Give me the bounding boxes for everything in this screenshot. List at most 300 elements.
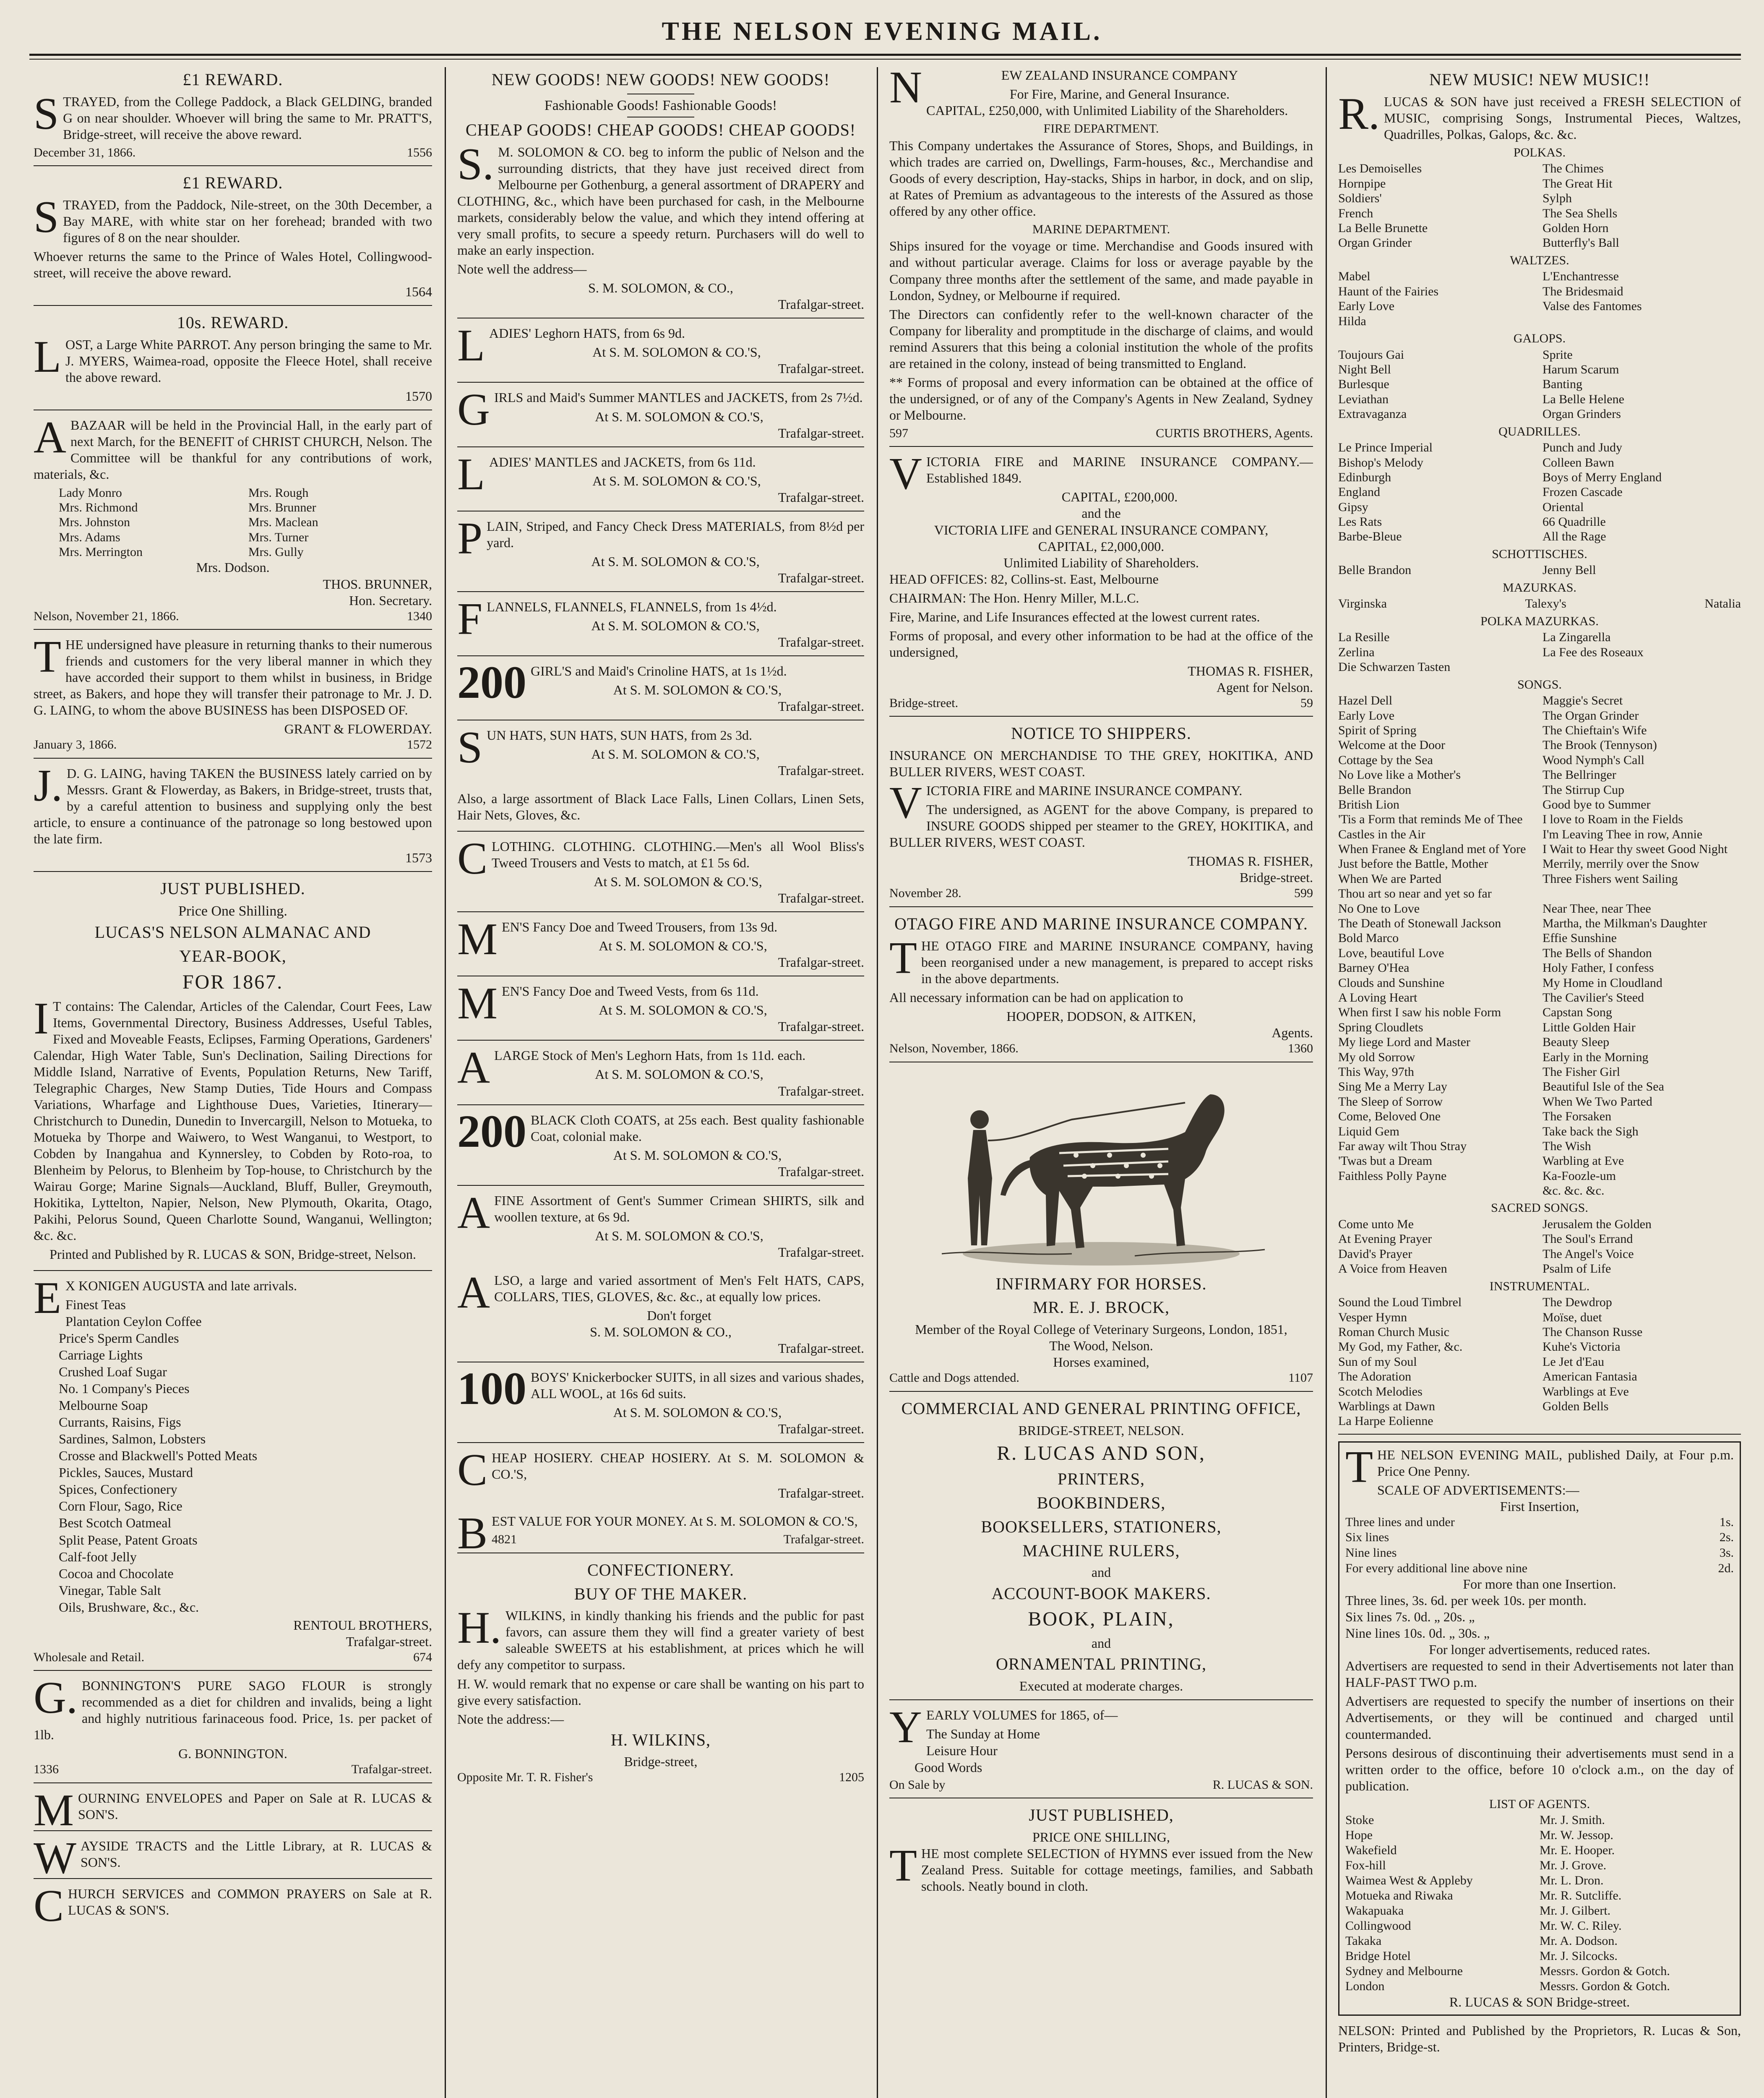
ad-signer: S. M. SOLOMON & CO.,	[590, 1324, 732, 1339]
music-title-list	[1338, 630, 1741, 674]
ad-number: 1107	[1288, 1371, 1313, 1385]
reward-notice-parrot	[34, 313, 432, 410]
list-item: Sardines, Salmon, Lobsters	[59, 1431, 206, 1447]
ad-body: All necessary information can be had on application to	[889, 989, 1183, 1005]
ad-body: J.D. G. LAING, having TAKEN the BUSINESS lately carried on by Messrs. Grant & Flowerday, as Bakers, in Bridge-street, trusts that, by a careful attention to business and supplying only the best article, to ensure a continuance of the patronage so long bestowed upon the late firm.	[34, 760, 432, 847]
ad-office: HEAD OFFICES: 82, Collins-st. East, Melbourne	[889, 571, 1159, 587]
music-title: The Soul's Errand	[1543, 1232, 1633, 1246]
music-title: Early in the Morning	[1543, 1050, 1649, 1064]
agents-heading: LIST OF AGENTS.	[1489, 1797, 1590, 1811]
list-item: Crushed Loaf Sugar	[59, 1364, 167, 1380]
ad-title: £1 REWARD.	[182, 70, 283, 89]
reward-notice-mare	[34, 173, 432, 306]
music-title: The Cavilier's Steed	[1543, 991, 1644, 1005]
music-title: Wood Nymph's Call	[1543, 753, 1644, 767]
ad-note: On Sale by	[889, 1777, 946, 1792]
ad-service: ACCOUNT-BOOK MAKERS.	[991, 1584, 1211, 1603]
scale-note: Persons desirous of discontinuing their advertisements must send in a written order to the office, before 10 o'clock a.m., on the day of publication.	[1345, 1745, 1734, 1793]
ad-note: Unlimited Liability of Shareholders.	[1003, 555, 1199, 570]
list-item: Split Pease, Patent Groats	[59, 1532, 198, 1547]
music-title: Virginska	[1338, 597, 1387, 611]
ad-address: Trafalgar-street.	[351, 1762, 432, 1777]
hymns-notice	[889, 1805, 1313, 1902]
music-title: A Loving Heart	[1338, 991, 1417, 1005]
music-title: David's Prayer	[1338, 1247, 1412, 1261]
music-title: Maggie's Secret	[1543, 694, 1623, 708]
solomon-item-notice	[457, 513, 864, 592]
music-title: Sound the Loud Timbrel	[1338, 1295, 1462, 1310]
ad-body: CHEAP HOSIERY. CHEAP HOSIERY. At S. M. SOLOMON & CO.'S,	[457, 1445, 864, 1495]
music-title: England	[1338, 485, 1380, 499]
ad-subtitle: BUY OF THE MAKER.	[574, 1584, 748, 1603]
music-title: The Chieftain's Wife	[1543, 723, 1647, 737]
ad-title: NEW ZEALAND INSURANCE COMPANY	[889, 67, 1238, 112]
music-title: Belle Brandon	[1338, 783, 1412, 797]
agent-place: London	[1345, 1979, 1385, 1994]
music-title: Valse des Fantomes	[1543, 299, 1642, 313]
music-section-heading: SCHOTTISCHES.	[1492, 547, 1587, 561]
ad-address: At S. M. SOLOMON & CO.'S,	[613, 682, 782, 697]
ad-number: 1205	[839, 1770, 864, 1785]
wayside-tracts-notice	[34, 1833, 432, 1884]
evening-mail-advert-scale	[1338, 1441, 1741, 2016]
ad-price: Price One Shilling.	[178, 903, 287, 919]
church-services-notice	[34, 1881, 432, 1931]
music-title: La Resille	[1338, 630, 1390, 645]
music-title: Moïse, duet	[1543, 1310, 1602, 1324]
ad-title: OTAGO FIRE AND MARINE INSURANCE COMPANY.	[894, 914, 1308, 934]
solomon-item-notice	[457, 834, 864, 912]
music-title: Hornpipe	[1338, 176, 1386, 190]
ad-signer-role: Agents.	[1272, 1025, 1313, 1040]
section-heading: MARINE DEPARTMENT.	[1032, 222, 1170, 236]
ad-footer	[889, 1370, 1313, 1386]
scale-subheading: For more than one Insertion.	[1463, 1576, 1616, 1592]
column-3	[889, 67, 1313, 2098]
ad-body: LOST, a Large White PARROT. Any person bringing the same to Mr. J. MYERS, Waimea-road, opposite the Fleece Hotel, shall receive the above reward.	[34, 332, 432, 385]
ad-address: At S. M. SOLOMON & CO.'S,	[613, 1405, 782, 1420]
masthead: THE NELSON EVENING MAIL.	[662, 17, 1102, 46]
solomon-item-notice	[457, 321, 864, 383]
list-item: Crosse and Blackwell's Potted Meats	[59, 1448, 258, 1464]
music-title: The Angel's Voice	[1543, 1247, 1634, 1261]
ad-date: Nelson, November 21, 1866.	[34, 609, 179, 623]
column-rule	[1326, 67, 1327, 2098]
music-title: La Harpe Eolienne	[1338, 1414, 1433, 1428]
ad-number: 674	[413, 1650, 432, 1664]
new-music-notice	[1338, 70, 1741, 1435]
agent-name: Mr. W. Jessop.	[1540, 1828, 1613, 1842]
music-title: When first I saw his noble Form	[1338, 1005, 1501, 1020]
ad-number: 597	[889, 426, 908, 440]
music-title: Les Rats	[1338, 515, 1382, 529]
music-title: 'Twas but a Dream	[1338, 1154, 1433, 1168]
agent-name: Mr. A. Dodson.	[1540, 1934, 1618, 1948]
ad-body: H. W. would remark that no expense or care shall be wanting on his part to give every satisfaction.	[457, 1676, 864, 1708]
ad-body: Fire, Marine, and Life Insurances effected at the lowest current rates.	[889, 609, 1260, 624]
agent-name: Mr. E. Hooper.	[1540, 1843, 1615, 1858]
ad-address: Trafalgar-street.	[778, 1340, 864, 1356]
ad-address: At S. M. SOLOMON & CO.'S,	[591, 618, 760, 633]
music-title: Edinburgh	[1338, 470, 1391, 484]
laing-notice	[34, 760, 432, 872]
music-title: La Belle Helene	[1543, 392, 1624, 406]
agent-name: Mr. J. Gilbert.	[1540, 1904, 1611, 1918]
ad-signer: GRANT & FLOWERDAY.	[284, 721, 432, 737]
ad-footer	[889, 886, 1313, 901]
list-item: Good Words	[915, 1759, 982, 1775]
ad-body: MOURNING ENVELOPES and Paper on Sale at R. LUCAS & SON'S.	[34, 1785, 432, 1836]
list-item: Vinegar, Table Salt	[59, 1582, 161, 1598]
music-title: The Great Hit	[1543, 176, 1613, 190]
ad-number: 1572	[407, 738, 432, 752]
agent-place: Collingwood	[1345, 1919, 1411, 1933]
ad-signer-role: Hon. Secretary.	[349, 592, 432, 608]
music-title: Come unto Me	[1338, 1217, 1414, 1232]
music-title: Oriental	[1543, 500, 1584, 514]
music-title: Castles in the Air	[1338, 827, 1425, 841]
ad-address: Trafalgar-street.	[778, 489, 864, 505]
ad-address: At S. M. SOLOMON & CO.'S,	[592, 344, 761, 360]
music-title: La Fee des Roseaux	[1543, 645, 1644, 659]
ad-firm: R. LUCAS AND SON,	[997, 1442, 1206, 1464]
agent-place: Takaka	[1345, 1934, 1382, 1948]
ad-number: 4821	[492, 1532, 517, 1547]
solomon-also-notice	[457, 791, 864, 832]
music-title: Bold Marco	[1338, 931, 1399, 945]
ad-address: Trafalgar-street.	[778, 1083, 864, 1099]
music-title: Come, Beloved One	[1338, 1109, 1441, 1124]
ad-connector: and	[1091, 1565, 1111, 1580]
ad-body: Forms of proposal, and every other information to be had at the office of the undersigned,	[889, 628, 1313, 660]
music-title: Banting	[1543, 377, 1582, 391]
ad-title: YEARLY VOLUMES for 1865, of—	[889, 1702, 1118, 1752]
music-title: La Belle Brunette	[1338, 221, 1428, 235]
agent-place: Sydney and Melbourne	[1345, 1964, 1463, 1978]
ad-service: BOOKSELLERS, STATIONERS,	[981, 1517, 1222, 1536]
music-section-heading: POLKAS.	[1513, 145, 1566, 159]
solomon-item-notice	[457, 722, 864, 784]
agent-place: Fox-hill	[1345, 1858, 1386, 1873]
committee-member: Mrs. Dodson.	[196, 560, 270, 575]
agent-place: Wakapuaka	[1345, 1904, 1404, 1918]
agent-name: Messrs. Gordon & Gotch.	[1540, 1964, 1670, 1978]
ad-connector: and	[1091, 1635, 1111, 1651]
agent-name: Mr. L. Dron.	[1540, 1874, 1604, 1888]
music-title-list	[1338, 440, 1741, 544]
music-title: Boys of Merry England	[1543, 470, 1662, 484]
scale-price: 3s.	[1719, 1546, 1734, 1560]
music-section-heading: INSTRUMENTAL.	[1489, 1279, 1590, 1293]
music-title: All the Rage	[1543, 530, 1606, 544]
ad-title: FOR 1867.	[182, 971, 284, 993]
ad-title: YEAR-BOOK,	[179, 947, 287, 966]
ad-body: AFINE Assortment of Gent's Summer Crimean SHIRTS, silk and woollen texture, at 6s 9d.	[457, 1187, 864, 1238]
solomon-item-notice	[457, 449, 864, 511]
ad-capital: CAPITAL, £200,000.	[1061, 489, 1178, 505]
ad-address: BRIDGE-STREET, NELSON.	[1018, 1422, 1184, 1438]
music-title: The Adoration	[1338, 1370, 1412, 1384]
ad-footer	[457, 1770, 864, 1785]
ad-chairman: CHAIRMAN: The Hon. Henry Miller, M.L.C.	[889, 590, 1139, 605]
music-title-list	[1338, 1295, 1741, 1429]
ad-signer: THOMAS R. FISHER,	[1188, 663, 1313, 678]
item-quantity: 200	[457, 1105, 526, 1157]
music-title: No One to Love	[1338, 901, 1420, 916]
scale-row	[1345, 1515, 1734, 1530]
ad-address: At S. M. SOLOMON & CO.'S,	[591, 553, 760, 569]
ad-address: Trafalgar-street.	[778, 1421, 864, 1437]
victoria-insurance-notice	[889, 449, 1313, 717]
ad-address: At S. M. SOLOMON & CO.'S,	[599, 938, 767, 954]
committee-member: Mrs. Brunner	[248, 500, 316, 514]
ad-address: Trafalgar-street.	[778, 1485, 864, 1501]
ad-address: Trafalgar-street.	[346, 1634, 432, 1649]
ad-signer: H. WILKINS,	[610, 1730, 711, 1749]
music-title: Soldiers'	[1338, 191, 1382, 206]
music-row	[1338, 596, 1741, 611]
ad-signer: CURTIS BROTHERS, Agents.	[1156, 426, 1313, 440]
ad-body: GIRLS and Maid's Summer MANTLES and JACKETS, from 2s 7½d.	[457, 385, 863, 435]
music-title: The Brook (Tennyson)	[1543, 738, 1657, 752]
music-title: Effie Sunshine	[1543, 931, 1617, 945]
ad-kicker: JUST PUBLISHED.	[160, 879, 305, 898]
agent-place: Wakefield	[1345, 1843, 1397, 1858]
ad-footer	[34, 1650, 432, 1665]
ad-body: ** Forms of proposal and every information can be obtained at the office of the undersigned, or of any of the Company's Agents in New Zealand, Sydney or Melbourne.	[889, 374, 1313, 423]
ad-title: CHEAP GOODS! CHEAP GOODS! CHEAP GOODS!	[465, 120, 856, 140]
ad-signer-role: Agent for Nelson.	[1216, 679, 1313, 695]
music-title-list	[1338, 161, 1741, 250]
list-item: Spices, Confectionery	[59, 1482, 177, 1497]
ad-number: 59	[1300, 696, 1313, 710]
solomon-best-value	[457, 1508, 864, 1559]
music-title: Talexy's	[1525, 597, 1566, 611]
music-title: Die Schwarzen Tasten	[1338, 660, 1451, 674]
music-title: Colleen Bawn	[1543, 455, 1614, 470]
scale-label: Three lines and under	[1345, 1515, 1455, 1529]
ad-address: Trafalgar-street.	[778, 634, 864, 650]
music-title: Cottage by the Sea	[1338, 753, 1433, 767]
list-item: Cocoa and Chocolate	[59, 1566, 174, 1581]
ad-footer	[492, 1532, 864, 1547]
ad-body: PLAIN, Striped, and Fancy Check Dress MATERIALS, from 8½d per yard.	[457, 513, 864, 564]
music-title: Liquid Gem	[1338, 1124, 1399, 1138]
ad-body: G.BONNINGTON'S PURE SAGO FLOUR is strongly recommended as a diet for children and invalids, being a light and highly nutritious farinaceous food. Price, 1s. per packet of 1lb.	[34, 1673, 432, 1743]
ad-address: Trafalgar-street.	[778, 297, 864, 312]
agent-name: Mr. W. C. Riley.	[1540, 1919, 1622, 1933]
music-title: Harum Scarum	[1543, 362, 1619, 376]
solomon-item-list	[457, 321, 864, 784]
ad-body: Ships insured for the voyage or time. Merchandise and Goods insured with and without particular average. Claims for loss or average payable by the Company three months after the settlement of the same, and made payable in London, Sydney, or Melbourne if required.	[889, 238, 1313, 303]
music-title: Organ Grinder	[1338, 236, 1412, 250]
music-title: Spirit of Spring	[1338, 723, 1417, 737]
music-title: My liege Lord and Master	[1338, 1035, 1470, 1049]
ad-date: Nelson, November, 1866.	[889, 1041, 1019, 1056]
music-title: Natalia	[1704, 597, 1741, 611]
ad-body: H.WILKINS, in kindly thanking his friends and the public for past favors, can assure them they will find a greater variety of best saleable SWEETS at his establishment, at prices which he will defy any competitor to surpass.	[457, 1603, 864, 1673]
music-title: I Wait to Hear thy sweet Good Night	[1543, 842, 1728, 856]
music-title: At Evening Prayer	[1338, 1232, 1432, 1246]
ad-address: At S. M. SOLOMON & CO.'S,	[599, 1002, 767, 1018]
music-title: &c. &c. &c.	[1543, 1184, 1605, 1198]
ad-signer: HOOPER, DODSON, & AITKEN,	[1006, 1008, 1196, 1024]
music-title	[1543, 660, 1741, 674]
ad-subtitle: For Fire, Marine, and General Insurance.	[1009, 86, 1230, 102]
ad-address: Opposite Mr. T. R. Fisher's	[457, 1770, 593, 1785]
yearly-volumes-notice	[889, 1702, 1313, 1799]
music-title: French	[1338, 206, 1373, 220]
ad-number: 1570	[405, 389, 432, 404]
ad-footer	[34, 145, 432, 161]
ad-address: Trafalgar-street.	[778, 1244, 864, 1260]
ad-note: Note well the address—	[457, 261, 587, 277]
ad-date: December 31, 1866.	[34, 145, 136, 159]
committee-member: Mrs. Richmond	[59, 500, 138, 514]
music-title: Clouds and Sunshine	[1338, 976, 1445, 990]
ad-body: LADIES' MANTLES and JACKETS, from 6s 11d.	[457, 449, 756, 499]
music-title: Thou art so near and yet so far	[1338, 887, 1492, 901]
list-item: Price's Sperm Candles	[59, 1331, 179, 1346]
music-title: Gipsy	[1338, 500, 1368, 514]
music-title: British Lion	[1338, 797, 1399, 812]
agent-name: Mr. R. Sutcliffe.	[1540, 1889, 1622, 1903]
music-title: Scotch Melodies	[1338, 1384, 1423, 1399]
grocery-list	[34, 1297, 432, 1615]
music-title: The Bells of Shandon	[1543, 946, 1652, 960]
music-title: Butterfly's Ball	[1543, 236, 1619, 250]
ad-title: NOTICE TO SHIPPERS.	[1011, 724, 1191, 743]
music-title: Sprite	[1543, 347, 1573, 362]
ad-service: MACHINE RULERS,	[1022, 1541, 1180, 1560]
music-section-heading: QUADRILLES.	[1498, 424, 1581, 438]
music-title: Early Love	[1338, 708, 1395, 723]
music-title: I'm Leaving Thee in row, Annie	[1543, 827, 1703, 841]
ad-body: WAYSIDE TRACTS and the Little Library, at R. LUCAS & SON'S.	[34, 1833, 432, 1884]
ad-address: At S. M. SOLOMON & CO.'S,	[592, 473, 761, 488]
committee-member: Mrs. Turner	[248, 530, 309, 544]
ad-service: PRINTERS,	[1058, 1469, 1145, 1489]
scale-label: Nine lines	[1345, 1546, 1397, 1560]
ad-title: JUST PUBLISHED,	[1029, 1806, 1174, 1825]
ad-date: November 28.	[889, 886, 961, 900]
agents-list	[1345, 1813, 1734, 1994]
ad-body: THE NELSON EVENING MAIL, published Daily, at Four p.m. Price One Penny.	[1345, 1442, 1734, 1492]
ad-body: ABAZAAR will be held in the Provincial Hall, in the early part of next March, for the BENEFIT of CHRIST CHURCH, Nelson. The Committee will be thankful for any contributions of work, materials, &c.	[34, 412, 432, 482]
music-title: Near Thee, near Thee	[1543, 901, 1651, 916]
music-title: Belle Brandon	[1338, 563, 1412, 577]
column-2	[457, 67, 864, 2098]
scale-note: Advertisers are requested to specify the number of insertions on their Advertisements, or they will be continued and charged until countermanded.	[1345, 1694, 1734, 1742]
item-quantity: 200	[457, 656, 526, 708]
ad-service: ORNAMENTAL PRINTING,	[996, 1654, 1206, 1673]
music-title-list	[1338, 596, 1741, 611]
ad-title: NEW MUSIC! NEW MUSIC!!	[1429, 70, 1650, 89]
agent-name: Messrs. Gordon & Gotch.	[1540, 1979, 1670, 1994]
music-title: Barbe-Bleue	[1338, 530, 1402, 544]
ad-body: The Directors can confidently refer to the well-known character of the Company for liberality and promptitude in the discharge of claims, and would remind Assurers that this being a colonial institution the whole of the profits are retained in the colony, instead of being transmitted to England.	[889, 306, 1313, 371]
solomon-item-notice	[457, 385, 864, 447]
music-title-list	[1338, 563, 1741, 577]
reward-notice-gelding	[34, 70, 432, 166]
music-title: American Fantasia	[1543, 1370, 1637, 1384]
ad-signer: R. LUCAS & SON.	[1212, 1777, 1313, 1792]
committee-list	[34, 485, 432, 560]
ad-signer: S. M. SOLOMON, & CO.,	[588, 280, 733, 296]
music-section-heading: POLKA MAZURKAS.	[1480, 614, 1599, 628]
ad-footer	[34, 609, 432, 624]
ad-note: Note the address:—	[457, 1711, 564, 1727]
ad-title: VICTORIA LIFE and GENERAL INSURANCE COMPANY,	[934, 522, 1269, 538]
agent-place: Bridge Hotel	[1345, 1949, 1411, 1963]
committee-member: Mrs. Rough	[248, 485, 309, 500]
music-title: The Wish	[1543, 1139, 1591, 1153]
ad-imprint: Printed and Published by R. LUCAS & SON, Bridge-street, Nelson.	[50, 1247, 416, 1262]
grant-flowerday-notice	[34, 632, 432, 759]
list-item: Oils, Brushware, &c., &c.	[59, 1599, 199, 1615]
ad-number: 1556	[407, 145, 432, 159]
ad-note: Executed at moderate charges.	[1019, 1678, 1183, 1694]
music-title: My God, my Father, &c.	[1338, 1340, 1463, 1354]
list-item: Currants, Raisins, Figs	[59, 1414, 181, 1430]
ad-title: LUCAS'S NELSON ALMANAC AND	[94, 923, 371, 942]
ad-body: Also, a large assortment of Black Lace Falls, Linen Collars, Linen Sets, Hair Nets, Gloves, &c.	[457, 791, 864, 823]
music-title: L'Enchantresse	[1543, 269, 1619, 284]
music-title: The Fisher Girl	[1543, 1065, 1620, 1079]
committee-member: Mrs. Gully	[248, 545, 304, 559]
horse-infirmary-notice	[889, 1069, 1313, 1392]
scale-row: Six lines 7s. 0d. „ 20s. „	[1345, 1609, 1475, 1625]
scale-note: For longer advertisements, reduced rates.	[1429, 1642, 1650, 1657]
solomon-item-notice	[457, 1445, 864, 1506]
ad-body: This Company undertakes the Assurance of Stores, Shops, and Buildings, in which trades are carried on, Dwellings, Farm-houses, &c., Merchandise and Goods of every description, Hay-stacks, Ships in harbor, in dock, and on slip, at Rates of Premium as advantageous to the interests of the Assured as those offered by any other office.	[889, 138, 1313, 219]
music-title: Sylph	[1543, 191, 1572, 206]
music-title: Golden Bells	[1543, 1399, 1609, 1413]
agent-name: Mr. J. Silcocks.	[1540, 1949, 1618, 1963]
music-title: Hazel Dell	[1338, 694, 1393, 708]
mourning-envelopes-notice	[34, 1785, 432, 1836]
music-title: When We are Parted	[1338, 872, 1442, 886]
sago-flour-notice	[34, 1673, 432, 1783]
music-title: Warblings at Dawn	[1338, 1399, 1435, 1413]
ad-body: CLOTHING. CLOTHING. CLOTHING.—Men's all Wool Bliss's Tweed Trousers and Vests to match, at £1 5s 6d.	[457, 834, 864, 884]
music-title: The Stirrup Cup	[1543, 783, 1624, 797]
music-section-heading: WALTZES.	[1510, 253, 1569, 267]
music-title: Warblings at Eve	[1543, 1384, 1629, 1399]
confectionery-notice	[457, 1560, 864, 1790]
music-title: Organ Grinders	[1543, 407, 1621, 421]
agents-firm: R. LUCAS & SON Bridge-street.	[1449, 1994, 1630, 2010]
music-title: Just before the Battle, Mother	[1338, 857, 1488, 871]
music-title-list	[1338, 347, 1741, 422]
list-item: Melbourne Soap	[59, 1398, 148, 1413]
music-title: Holy Father, I confess	[1543, 961, 1654, 975]
music-title: Love, beautiful Love	[1338, 946, 1444, 960]
ad-address: At S. M. SOLOMON & CO.'S,	[594, 874, 762, 890]
agent-place: Motueka and Riwaka	[1345, 1889, 1453, 1903]
agent-place: Hope	[1345, 1828, 1373, 1842]
ad-address: The Wood, Nelson.	[1049, 1338, 1153, 1354]
ad-address: Trafalgar-street.	[778, 763, 864, 778]
music-title: Beauty Sleep	[1543, 1035, 1610, 1049]
ad-address: Trafalgar-street.	[783, 1532, 864, 1547]
otago-insurance-notice	[889, 914, 1313, 1062]
ad-subtitle: Fashionable Goods! Fashionable Goods!	[544, 97, 777, 113]
music-title: Hilda	[1338, 314, 1366, 328]
ad-lead: EX KONIGEN AUGUSTA and late arrivals.	[34, 1273, 297, 1323]
solomon-item-notice	[457, 1362, 864, 1443]
list-item: Plantation Ceylon Coffee	[65, 1314, 202, 1329]
